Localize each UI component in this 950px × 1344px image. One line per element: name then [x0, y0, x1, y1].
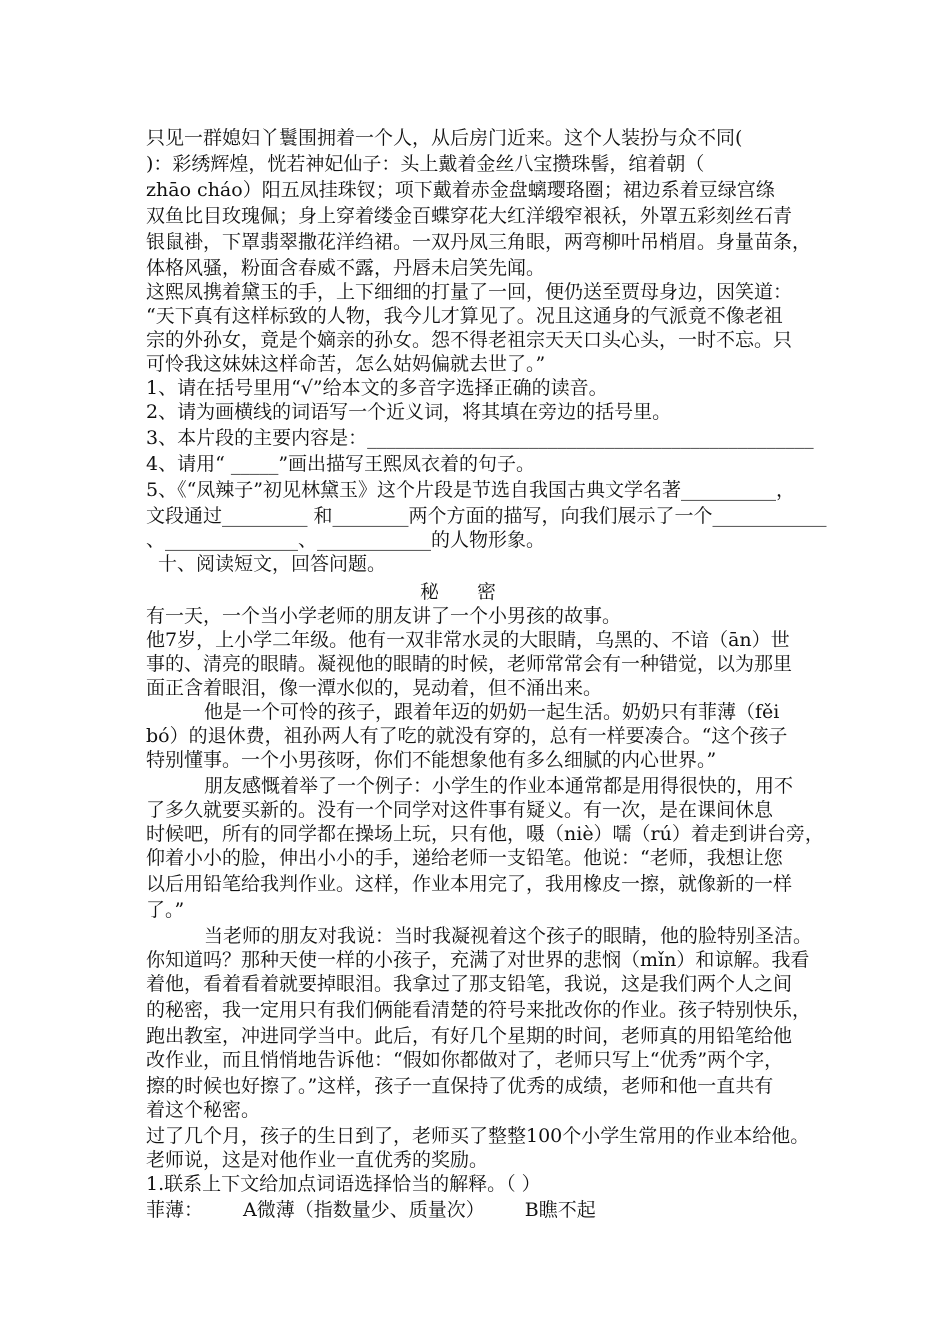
passage2-line: 事的、清亮的眼睛。凝视他的眼睛的时候，老师常常会有一种错觉，以为那里: [146, 653, 793, 675]
passage2-line: 面正含着眼泪，像一潭水似的，晃动着，但不涌出来。: [146, 677, 603, 699]
question-line: 文段通过_________ 和________两个方面的描写，向我们展示了一个____________: [146, 505, 827, 527]
passage-title: [420, 580, 540, 604]
passage1-line: )：彩绣辉煌，恍若神妃仙子：头上戴着金丝八宝攒珠髻，绾着朝（: [146, 153, 705, 175]
paragraph-line: 着这个秘密。: [146, 1099, 261, 1121]
paragraph-line: 朋友感慨着举了一个例子：小学生的作业本通常都是用得很快的，用不: [204, 775, 794, 797]
paragraph-line: 老师说，这是对他作业一直优秀的奖励。: [146, 1149, 489, 1171]
passage1-line: zhāo cháo）阳五凤挂珠钗；项下戴着赤金盘螭璎珞圈；裙边系着豆绿宫绦: [146, 179, 775, 201]
paragraph-line: 他是一个可怜的孩子，跟着年迈的奶奶一起生活。奶奶只有菲薄（fěi: [204, 701, 780, 723]
paragraph-line: 了多久就要买新的。没有一个同学对这件事有疑义。有一次，是在课间休息: [146, 799, 774, 821]
title-char: 密: [477, 581, 497, 603]
question-line: 4、请用“ _____”画出描写王熙凤衣着的句子。: [146, 453, 536, 475]
question-line: 3、本片段的主要内容是：_______________________________________________: [146, 427, 814, 449]
title-char: 秘: [420, 581, 440, 603]
option-a: A微薄（指数量少、质量次）: [243, 1199, 485, 1221]
option-line: [146, 1198, 806, 1222]
paragraph-line: bó）的退休费，祖孙两人有了吃的就没有穿的，总有一样要凑合。“这个孩子: [146, 725, 788, 747]
paragraph-line: 特别懂事。一个小男孩呀，你们不能想象他有多么细腻的内心世界。”: [146, 749, 717, 771]
passage1-line: 体格风骚，粉面含春威不露，丹唇未启笑先闻。: [146, 257, 546, 279]
paragraph-line: 当老师的朋友对我说：当时我凝视着这个孩子的眼睛，他的脸特别圣洁。: [204, 925, 813, 947]
option-b: B瞧不起: [524, 1199, 596, 1221]
paragraph-line: 擦的时候也好擦了。”这样，孩子一直保持了优秀的成绩，老师和他一直共有: [146, 1075, 774, 1097]
question-line: 1、请在括号里用“√”给本文的多音字选择正确的读音。: [146, 377, 608, 399]
passage2-line: 他7岁，上小学二年级。他有一双非常水灵的大眼睛，乌黑的、不谙（ān）世: [146, 629, 790, 651]
passage1-line: 双鱼比目玫瑰佩；身上穿着缕金百蝶穿花大红洋缎窄裉袄，外罩五彩刻丝石青: [146, 205, 793, 227]
paragraph-line: 过了几个月，孩子的生日到了，老师买了整整100个小学生常用的作业本给他。: [146, 1125, 810, 1147]
passage1-line: “天下真有这样标致的人物，我今儿才算见了。况且这通身的气派竟不像老祖: [146, 305, 783, 327]
paragraph-line: 着他，看着看着就要掉眼泪。我拿过了那支铅笔，我说，这是我们两个人之间: [146, 973, 793, 995]
passage2-line: 有一天，一个当小学老师的朋友讲了一个小男孩的故事。: [146, 605, 622, 627]
question-line: 、______________、____________的人物形象。: [146, 529, 546, 551]
question-line: 2、请为画横线的词语写一个近义词，将其填在旁边的括号里。: [146, 401, 672, 423]
passage1-line: 可怜我这妹妹这样命苦，怎么姑妈偏就去世了。”: [146, 353, 546, 375]
passage1-line: 宗的外孙女，竟是个嫡亲的孙女。怨不得老祖宗天天口头心头，一时不忘。只: [146, 329, 793, 351]
paragraph-line: 你知道吗？那种天使一样的小孩子，充满了对世界的悲悯（mǐn）和谅解。我看: [146, 949, 810, 971]
question-line: 1.联系上下文给加点词语选择恰当的解释。（ ）: [146, 1173, 541, 1195]
passage1-line: 银鼠褂，下罩翡翠撒花洋绉裙。一双丹凤三角眼，两弯柳叶吊梢眉。身量苗条，: [146, 231, 812, 253]
section-heading: 十、阅读短文，回答问题。: [158, 553, 387, 575]
paragraph-line: 跑出教室，冲进同学当中。此后，有好几个星期的时间，老师真的用铅笔给他: [146, 1025, 793, 1047]
passage1-line: 只见一群媳妇丫鬟围拥着一个人，从后房门近来。这个人装扮与众不同(: [146, 127, 743, 149]
paragraph-line: 改作业，而且悄悄地告诉他：“假如你都做对了，老师只写上“优秀”两个字，: [146, 1049, 784, 1071]
passage1-line: 这熙凤携着黛玉的手，上下细细的打量了一回，便仍送至贾母身边，因笑道：: [146, 281, 793, 303]
question-line: 5、《“凤辣子”初见林黛玉》这个片段是节选自我国古典文学名著__________，: [146, 479, 796, 501]
paragraph-line: 仰着小小的脸，伸出小小的手，递给老师一支铅笔。他说：“老师，我想让您: [146, 847, 783, 869]
option-term: 菲薄：: [146, 1199, 204, 1221]
paragraph-line: 时候吧，所有的同学都在操场上玩，只有他，嗫（niè）嚅（rú）着走到讲台旁，: [146, 823, 824, 845]
paragraph-line: 了。”: [146, 899, 185, 921]
paragraph-line: 的秘密，我一定用只有我们俩能看清楚的符号来批改你的作业。孩子特别快乐，: [146, 999, 812, 1021]
paragraph-line: 以后用铅笔给我判作业。这样，作业本用完了，我用橡皮一擦，就像新的一样: [146, 873, 793, 895]
